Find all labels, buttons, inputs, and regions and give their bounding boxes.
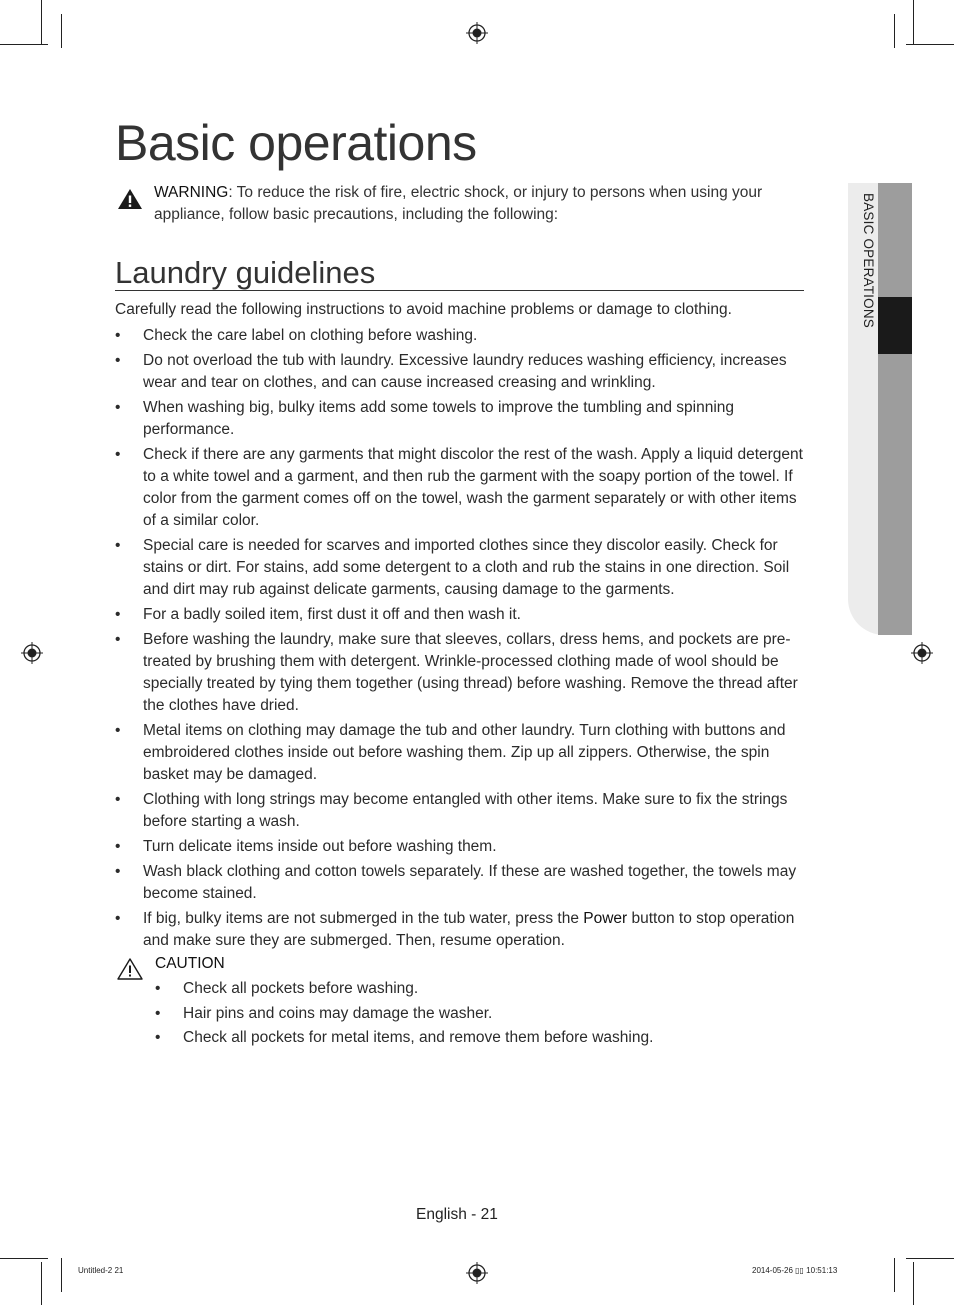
list-item: • Check the care label on clothing before washing. <box>115 325 805 347</box>
registration-mark-icon <box>466 22 488 44</box>
list-item: • Hair pins and coins may damage the washer. <box>155 1003 795 1025</box>
list-item: • Wash black clothing and cotton towels separately. If these are washed together, the towels may become stained. <box>115 861 805 905</box>
registration-mark-icon <box>911 642 933 664</box>
section-title: Laundry guidelines <box>115 256 804 291</box>
crop-mark <box>906 1258 954 1259</box>
list-item: • Turn delicate items inside out before washing them. <box>115 836 805 858</box>
print-slug-timestamp: 2014-05-26 ▯▯ 10:51:13 <box>752 1266 838 1275</box>
warning-label: WARNING <box>154 184 229 201</box>
guidelines-list <box>115 325 805 955</box>
crop-mark <box>61 14 62 48</box>
list-item: • Special care is needed for scarves and imported clothes since they discolor easily. Check for stains or dirt. For stains, add some detergent to a cloth and rub the stains in one direction. Soil and dirt may rub against delicate garments, causing damage to the garments. <box>115 535 805 601</box>
power-button-label: Power <box>583 910 628 927</box>
list-item: • Before washing the laundry, make sure that sleeves, collars, dress hems, and pockets are pre-treated by brushing them with detergent. Wrinkle-processed clothing made of wool should be specially treated by tying them together (using thread) before washing. Remove the thread after the clothes have dried. <box>115 629 805 717</box>
crop-mark <box>0 44 48 45</box>
list-item: • When washing big, bulky items add some towels to improve the tumbling and spinning performance. <box>115 397 805 441</box>
crop-mark <box>913 1262 914 1305</box>
crop-mark <box>41 1262 42 1305</box>
side-tab-label: BASIC OPERATIONS <box>861 193 876 328</box>
list-item: • Check if there are any garments that might discolor the rest of the wash. Apply a liquid detergent to a white towel and a garment, and then rub the garment with the soapy portion of the towel. If color from the garment comes off on the towel, wash the garment separately or with other items of a similar color. <box>115 444 805 532</box>
list-item: • Clothing with long strings may become entangled with other items. Make sure to fix the strings before starting a wash. <box>115 789 805 833</box>
crop-mark <box>894 1258 895 1292</box>
list-item-power <box>115 908 805 952</box>
side-tab-marker <box>878 297 912 354</box>
power-text-before: If big, bulky items are not submerged in the tub water, press the <box>143 910 584 927</box>
caution-icon <box>116 957 144 981</box>
page-number: English - 21 <box>416 1206 498 1223</box>
crop-mark <box>913 0 914 44</box>
side-tab-bar <box>878 183 912 635</box>
crop-mark <box>906 44 954 45</box>
warning-body: : To reduce the risk of fire, electric shock, or injury to persons when using your appliance, follow basic precautions, including the following: <box>154 184 763 223</box>
caution-list <box>155 978 795 1052</box>
registration-mark-icon <box>21 642 43 664</box>
crop-mark <box>61 1258 62 1292</box>
list-item: • Do not overload the tub with laundry. Excessive laundry reduces washing efficiency, increases wear and tear on clothes, and can cause increased creasing and wrinkling. <box>115 350 805 394</box>
intro-text: Carefully read the following instructions to avoid machine problems or damage to clothing. <box>115 301 732 318</box>
list-item: • Check all pockets for metal items, and remove them before washing. <box>155 1027 795 1049</box>
crop-mark <box>894 14 895 48</box>
list-item: • For a badly soiled item, first dust it off and then wash it. <box>115 604 805 626</box>
list-item: • Check all pockets before washing. <box>155 978 795 1000</box>
registration-mark-icon <box>466 1262 488 1284</box>
warning-text <box>154 182 794 226</box>
caution-label: CAUTION <box>155 955 225 972</box>
crop-mark <box>41 0 42 44</box>
warning-icon <box>116 187 144 211</box>
print-slug-filename: Untitled-2 21 <box>78 1266 124 1275</box>
power-text-after: button to stop operation and make sure they are submerged. Then, resume operation. <box>143 910 795 949</box>
crop-mark <box>0 1258 48 1259</box>
list-item: • Metal items on clothing may damage the tub and other laundry. Turn clothing with buttons and embroidered clothes inside out before washing them. Zip up all zippers. Otherwise, the spin basket may be damaged. <box>115 720 805 786</box>
page-title: Basic operations <box>115 115 477 171</box>
